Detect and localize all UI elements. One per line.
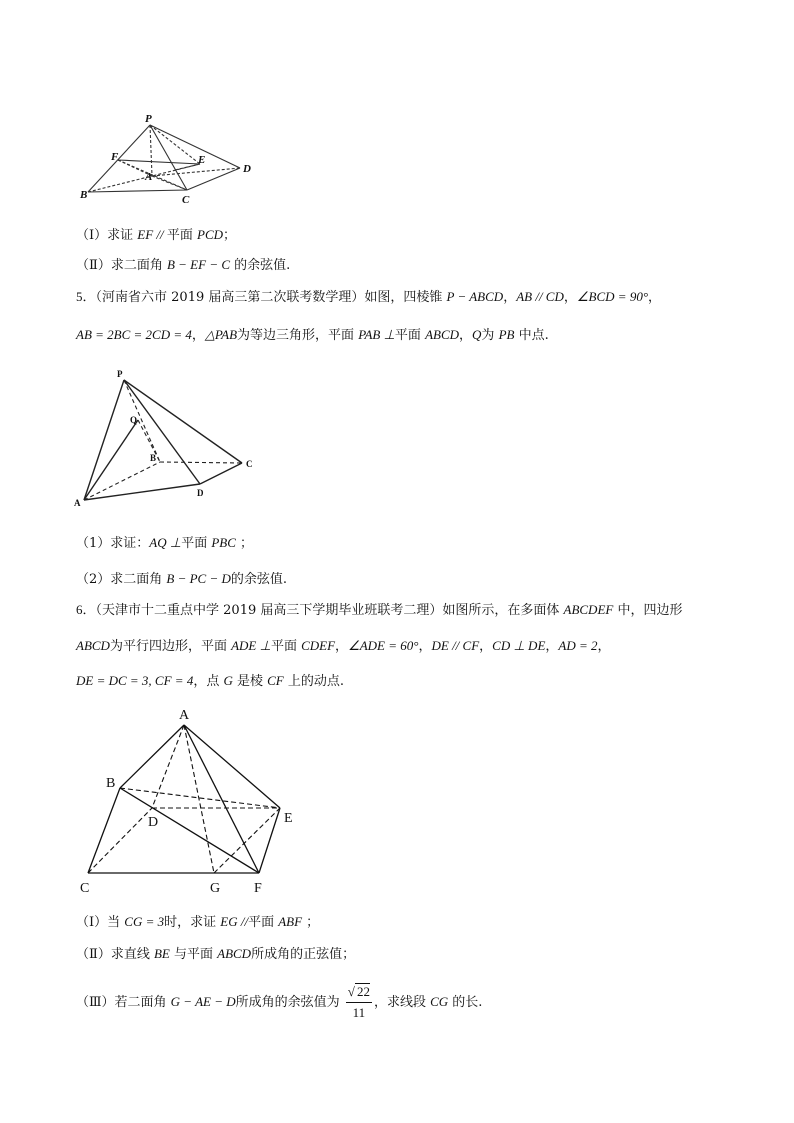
q6-part2: （Ⅱ）求直线 BE 与平面 ABCD所成角的正弦值； xyxy=(76,946,356,962)
q6-stem-line1: 6．（天津市十二重点中学 2019 届高三下学期毕业班联考二理）如图所示，在多面体 ABCDEF 中，四边形 xyxy=(76,602,683,618)
fig2-label-a: A xyxy=(74,498,81,508)
fig2-label-q: Q xyxy=(130,415,138,425)
fig3-label-d: D xyxy=(148,815,159,830)
q5-part2: （2）求二面角 B − PC − D的余弦值. xyxy=(76,571,288,587)
fig1-label-a: A xyxy=(145,171,153,183)
fig1-label-p: P xyxy=(145,113,152,125)
fig2-label-p: P xyxy=(117,369,123,379)
fig3-label-c: C xyxy=(80,881,90,896)
q6-part3: （Ⅲ）若二面角 G − AE − D所成角的余弦值为 $\frac{√ 22}{11}$ ，求线段 CG 的长. xyxy=(76,982,482,1023)
fig1-label-c: C xyxy=(182,194,190,206)
fig3-label-e: E xyxy=(284,811,293,826)
q4-part2: （Ⅱ）求二面角 B − EF − C 的余弦值. xyxy=(76,257,291,273)
fig3-label-f: F xyxy=(254,881,262,896)
fig2-label-c: C xyxy=(246,459,253,469)
fig1-label-b: B xyxy=(80,189,88,201)
fig3-label-g: G xyxy=(210,881,221,896)
fig1-label-f: F xyxy=(111,151,119,163)
fig3-label-b: B xyxy=(106,776,116,791)
cosine-fraction: $\frac{√ 22}{11}$ xyxy=(347,984,370,1020)
q5-stem-line2: AB = 2BC = 2CD = 4，△PAB为等边三角形，平面 PAB ⊥平面 ABCD，Q为 PB 中点. xyxy=(76,327,549,343)
q6-stem-line3: DE = DC = 3, CF = 4，点 G 是棱 CF 上的动点. xyxy=(76,673,345,689)
q5-stem-line1: 5．（河南省六市 2019 届高三第二次联考数学理）如图，四棱锥 P − ABCD，AB // CD，∠BCD = 90°， xyxy=(76,289,662,305)
q6-part1: （Ⅰ）当 CG = 3时，求证 EG //平面 ABF ； xyxy=(76,914,320,930)
fig2-label-b: B xyxy=(150,453,157,463)
q4-part1: （Ⅰ）求证 EF // 平面 PCD； xyxy=(76,227,237,243)
fig1-label-e: E xyxy=(198,154,206,166)
fig3-label-a: A xyxy=(179,708,190,723)
fig2-label-d: D xyxy=(197,488,204,498)
q6-stem-line2: ABCD为平行四边形，平面 ADE ⊥平面 CDEF，∠ADE = 60°，DE // CF，CD ⊥ DE，AD = 2， xyxy=(76,638,611,654)
fig1-label-d: D xyxy=(243,163,251,175)
q5-part1: （1）求证：AQ ⊥平面 PBC ； xyxy=(76,535,254,551)
